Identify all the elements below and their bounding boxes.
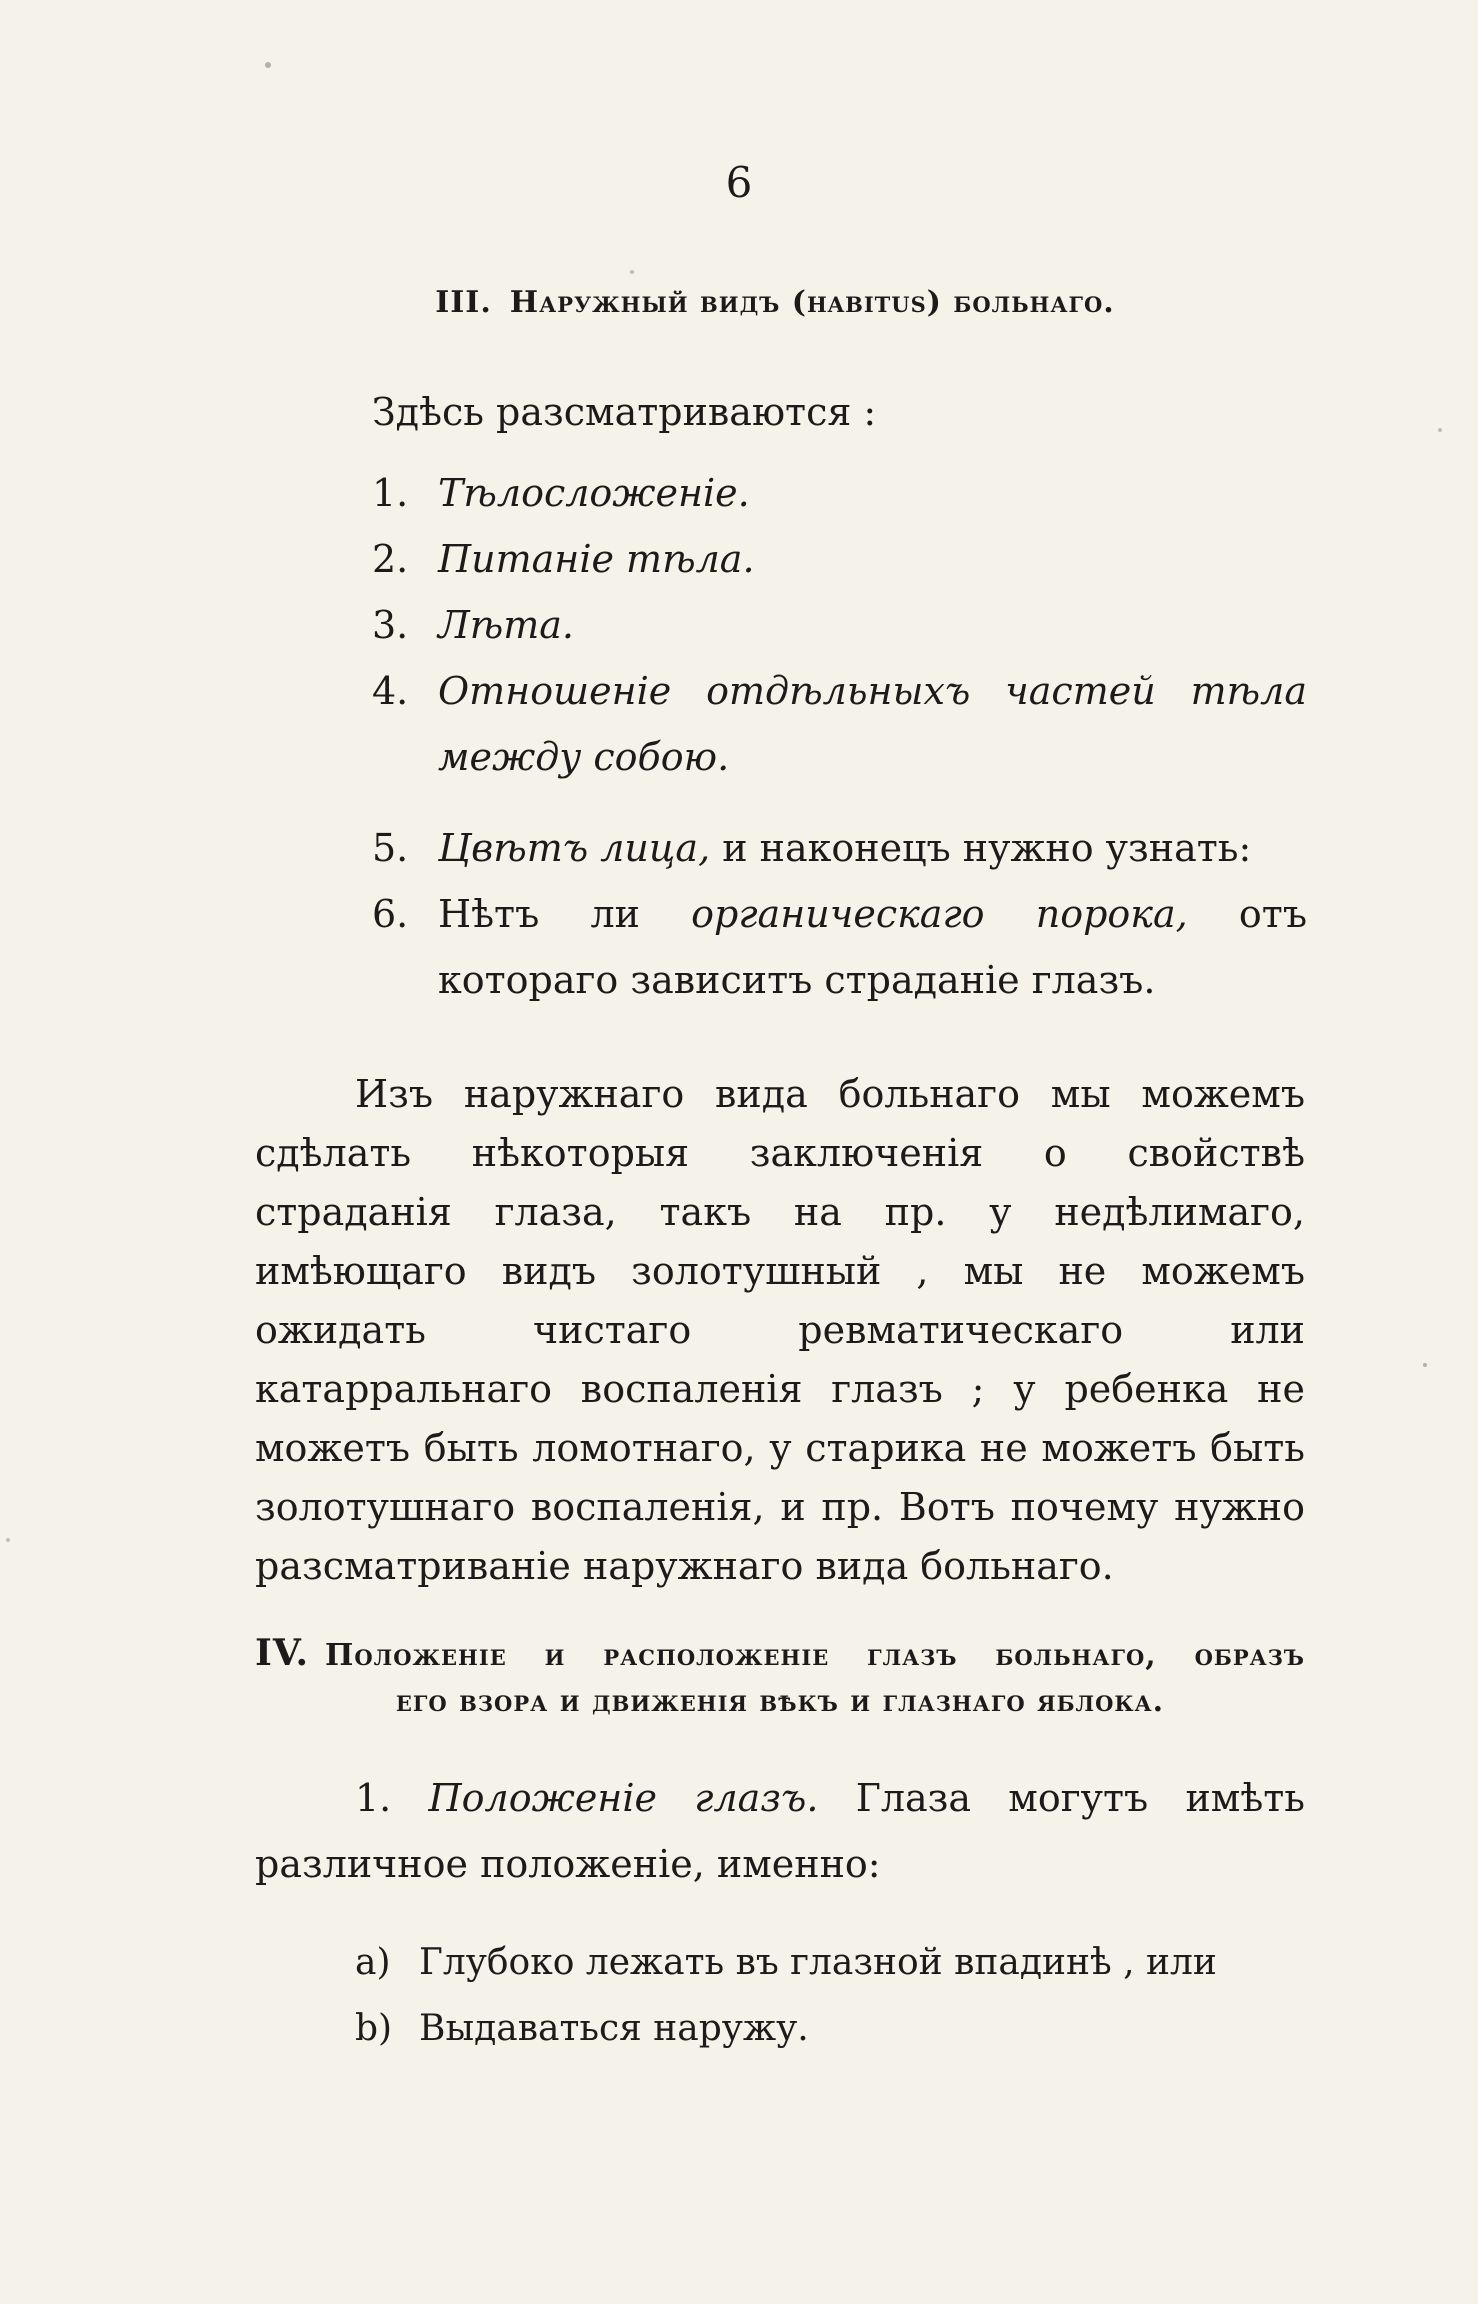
list-text-plain: и наконецъ нужно узнать: xyxy=(710,826,1252,870)
section-heading-4-line1 xyxy=(255,1630,1305,1679)
body-paragraph: Изъ наружнаго вида больнаго мы можемъ сдѣлать нѣкоторыя заключенія о свойствѣ страданія глаза, такъ на пр. у недѣлимаго, имѣющаго видъ золотушный , мы не можемъ ожидать чистаго ревматическаго или катарральнаго воспаленія глазъ ; у ребенка не можетъ быть ломотнаго, у старика не можетъ быть золотушнаго воспаленія, и пр. Вотъ почему нужно разсматриваніе наружнаго вида больнаго. xyxy=(255,1072,1305,1588)
para-italic: Положеніе глазъ. xyxy=(428,1776,819,1820)
section-heading-3 xyxy=(250,285,1300,320)
list-text-italic: Тѣлосложеніе. xyxy=(438,471,750,515)
characteristics-list-continued xyxy=(372,815,1307,1013)
list-text-italic: Питаніе тѣла. xyxy=(438,537,755,581)
section-title-line2: его взора и движенія вѣкъ и глазнаго яблока. xyxy=(395,1684,1165,1719)
intro-text: Здѣсь разсматриваются : xyxy=(372,390,877,434)
list-text xyxy=(438,881,1307,1013)
list-number: 4. xyxy=(372,669,409,713)
list-item xyxy=(372,881,1307,1013)
list-number: 6. xyxy=(372,892,409,936)
section-title-line1: Положеніе и расположеніе глазъ больнаго, образъ xyxy=(325,1638,1305,1673)
characteristics-list xyxy=(372,460,1307,790)
list-item xyxy=(372,460,1307,526)
list-number: 3. xyxy=(372,603,409,647)
list-text-italic: Отношеніе отдѣльныхъ частей тѣла между собою. xyxy=(438,669,1307,779)
list-text-plain: отъ котораго зависитъ страданіе глазъ. xyxy=(438,892,1307,1002)
list-text-lead: Нѣтъ ли xyxy=(438,892,692,936)
list-text-italic: Цвѣтъ лица, xyxy=(438,826,711,870)
list-text xyxy=(438,815,1307,881)
list-item xyxy=(372,815,1307,881)
page-number: 6 xyxy=(725,158,753,207)
list-item xyxy=(372,658,1307,790)
section-title: Наружный видъ (habitus) больнаго. xyxy=(509,285,1115,320)
list-number: 5. xyxy=(372,826,409,870)
para-text: Глаза могутъ имѣть различное положеніе, именно: xyxy=(255,1776,1305,1886)
section-numeral: III. xyxy=(435,285,492,320)
list-text-italic: органическаго порока, xyxy=(691,892,1188,936)
list-item xyxy=(372,592,1307,658)
list-item xyxy=(372,526,1307,592)
section-numeral: IV. xyxy=(255,1632,310,1674)
list-text xyxy=(438,526,1307,592)
sub-list-mark: a) xyxy=(355,1942,391,1983)
sub-list-text: Глубоко лежать въ глазной впадинѣ , или xyxy=(419,1942,1217,1983)
para-number: 1. xyxy=(355,1776,392,1820)
position-sub-list xyxy=(355,1930,1235,2062)
section-heading-4 xyxy=(255,1630,1305,1725)
sub-list-text: Выдаваться наружу. xyxy=(419,2008,809,2049)
list-text-italic: Лѣта. xyxy=(438,603,575,647)
list-text xyxy=(438,460,1307,526)
sub-list-item xyxy=(355,1930,1235,1996)
body-paragraph-2 xyxy=(255,1765,1305,1897)
list-text xyxy=(438,658,1307,790)
sub-list-item xyxy=(355,1996,1235,2062)
list-number: 2. xyxy=(372,537,409,581)
sub-list-mark: b) xyxy=(355,2008,393,2049)
list-text xyxy=(438,592,1307,658)
list-number: 1. xyxy=(372,471,409,515)
